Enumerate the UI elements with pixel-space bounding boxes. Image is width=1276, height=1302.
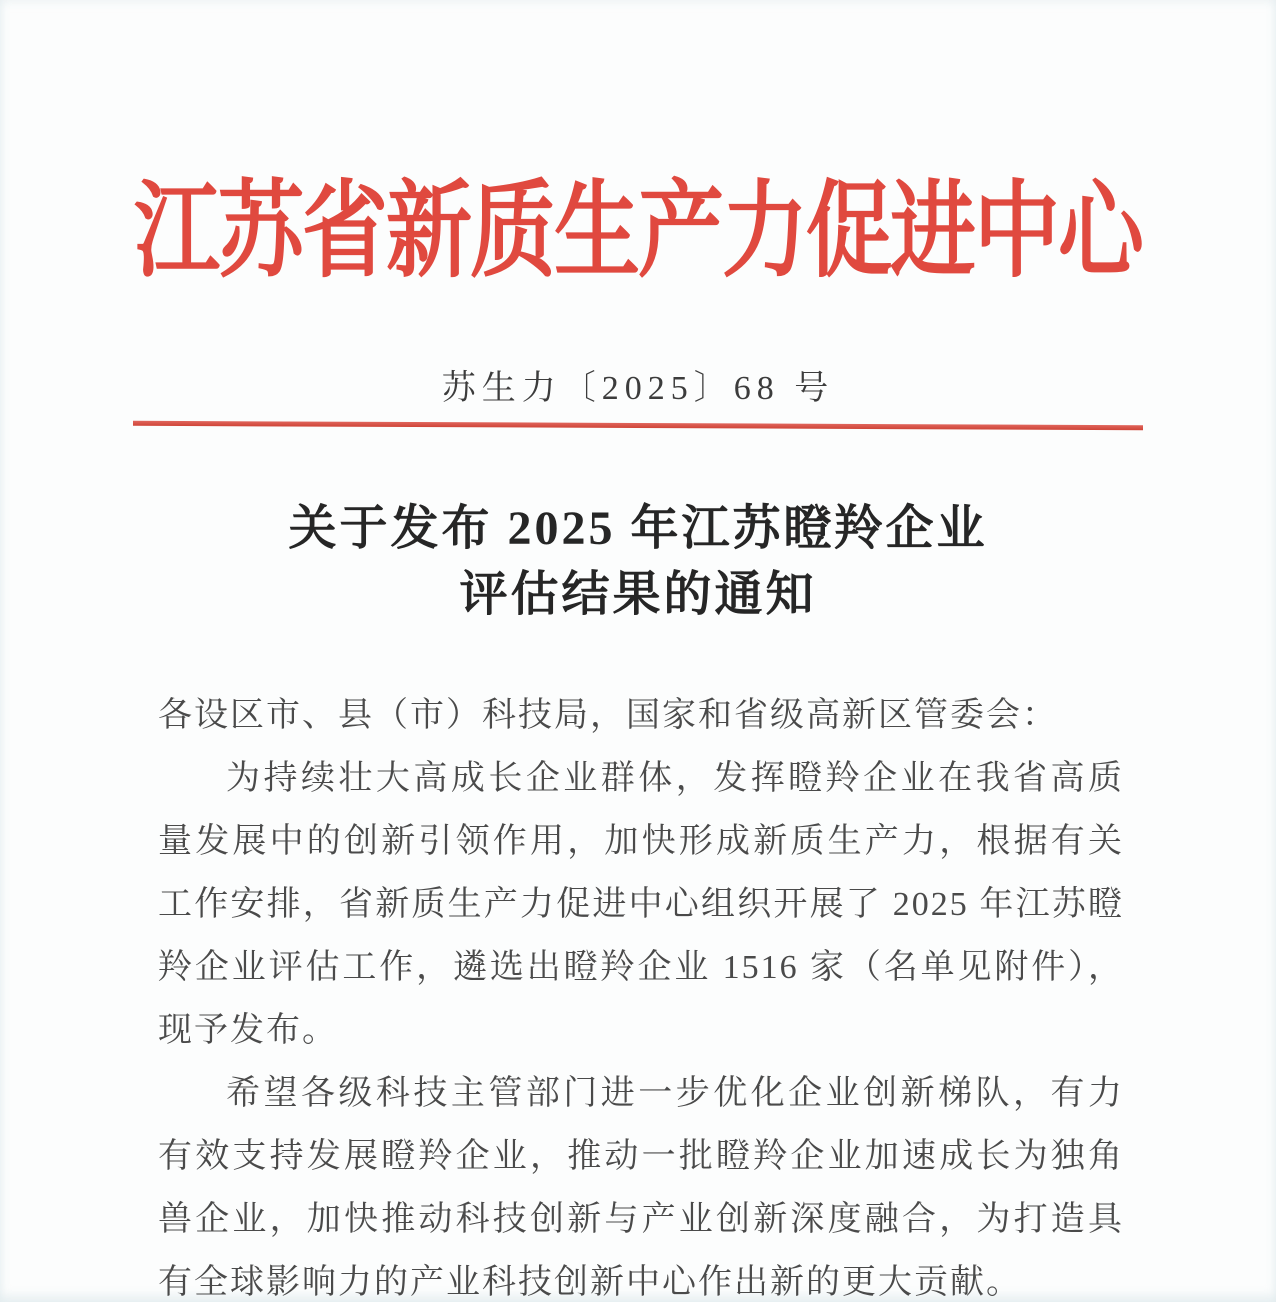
- letterhead-title: 江苏省新质生产力促进中心: [134, 172, 1142, 290]
- red-divider-line: [133, 421, 1143, 430]
- document-title: [0, 496, 1276, 628]
- body-paragraph-2: 希望各级科技主管部门进一步优化企业创新梯队，有力有效支持发展瞪羚企业，推动一批瞪羚企业加速成长为独角兽企业，加快推动科技创新与产业创新深度融合，为打造具有全球影响力的产业科技创新中心作出新的更大贡献。: [158, 1075, 1124, 1301]
- document-body: [158, 684, 1124, 1302]
- document-title-line1: 关于发布 2025 年江苏瞪羚企业: [288, 502, 988, 555]
- document-title-line2: 评估结果的通知: [459, 568, 817, 621]
- salutation: 各设区市、县（市）科技局，国家和省级高新区管委会：: [158, 697, 1058, 734]
- body-paragraph-1: 为持续壮大高成长企业群体，发挥瞪羚企业在我省高质量发展中的创新引领作用，加快形成新质生产力，根据有关工作安排，省新质生产力促进中心组织开展了 2025 年江苏瞪羚企业评估工作，遴选出瞪羚企业 1516 家（名单见附件），现予发布。: [158, 760, 1124, 1049]
- doc-number: 苏生力〔2025〕68 号: [441, 370, 835, 407]
